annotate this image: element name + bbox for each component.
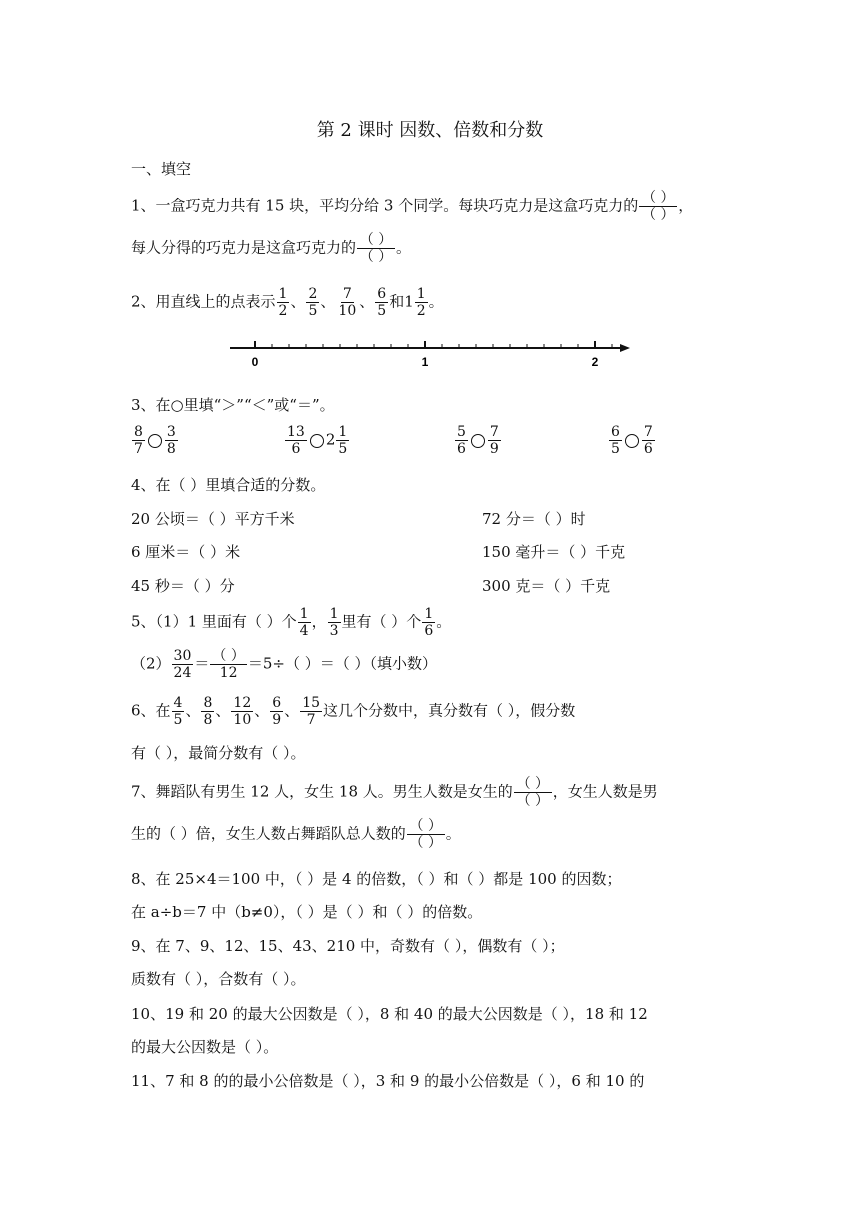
question-text: （2）	[131, 654, 171, 673]
denominator: 2	[278, 303, 288, 319]
question-6-line-1	[131, 695, 575, 728]
denominator: 8	[203, 712, 213, 728]
numerator-blank[interactable]: （ ）	[639, 190, 677, 207]
conversion-item[interactable]: 20 公顷＝（ ）平方千米	[131, 510, 295, 528]
fraction	[375, 286, 388, 319]
question-5-part-2	[131, 648, 437, 681]
section-heading: 一、填空	[131, 160, 192, 178]
fraction	[642, 424, 655, 457]
answer-fraction-blank[interactable]	[357, 232, 395, 265]
fraction	[609, 424, 622, 457]
question-text: 1、一盒巧克力共有 15 块，平均分给 3 个同学。每块巧克力是这盒巧克力的	[131, 196, 639, 215]
denominator: 7	[134, 441, 143, 457]
equals-sign: ＝	[194, 654, 210, 673]
denominator-blank[interactable]: （ ）	[359, 249, 393, 265]
fraction	[336, 286, 358, 319]
separator: 、	[284, 701, 300, 720]
fraction	[285, 424, 307, 457]
fraction	[132, 424, 145, 457]
question-9-line-1[interactable]: 9、在 7、9、12、15、43、210 中，奇数有（ ），偶数有（ ）；	[131, 937, 565, 955]
question-6-line-2[interactable]: 有（ ），最简分数有（ ）。	[131, 744, 306, 762]
question-3: 3、在○里填“＞”“＜”或“＝”。	[131, 396, 335, 414]
fraction	[415, 286, 428, 319]
denominator-blank[interactable]: （ ）	[516, 793, 550, 809]
numerator: 5	[457, 424, 466, 440]
conversion-item[interactable]: 6 厘米＝（ ）米	[131, 543, 241, 561]
numerator: 1	[424, 606, 434, 622]
numerator-blank[interactable]: （ ）	[514, 776, 552, 793]
denominator: 12	[219, 665, 238, 681]
fraction	[231, 695, 253, 728]
question-10-line-2[interactable]: 的最大公因数是（ ）。	[131, 1038, 279, 1056]
numerator: 1	[278, 286, 288, 302]
fraction	[172, 648, 194, 681]
denominator: 5	[338, 441, 348, 457]
numerator: 2	[308, 286, 318, 302]
denominator: 7	[306, 712, 316, 728]
fraction	[172, 695, 185, 728]
question-1-line-2	[131, 232, 411, 265]
question-text: 2、用直线上的点表示	[131, 292, 276, 311]
fraction	[300, 695, 322, 728]
separator: 、	[359, 292, 375, 311]
compare-item-4	[608, 424, 656, 457]
question-9-line-2[interactable]: 质数有（ ），合数有（ ）。	[131, 970, 306, 988]
denominator: 24	[173, 665, 192, 681]
denominator: 5	[611, 441, 620, 457]
axis-label-2: 2	[591, 355, 599, 369]
denominator: 6	[457, 441, 466, 457]
numerator: 6	[272, 695, 282, 711]
separator: 、	[290, 292, 306, 311]
denominator: 5	[308, 303, 318, 319]
question-7-line-2	[131, 818, 461, 851]
question-text: ，女生人数是男	[552, 782, 658, 801]
numerator: 30	[173, 648, 192, 664]
denominator: 9	[272, 712, 282, 728]
question-text: 7、舞蹈队有男生 12 人，女生 18 人。男生人数是女生的	[131, 782, 513, 801]
answer-fraction-blank[interactable]	[407, 818, 445, 851]
axis-label-1: 1	[421, 355, 429, 369]
numerator: 7	[643, 424, 653, 440]
numerator: 1	[416, 286, 426, 302]
whole-part: 1	[404, 292, 414, 311]
tick-group	[255, 341, 612, 348]
numerator-blank[interactable]: （ ）	[212, 648, 245, 664]
question-8-line-1[interactable]: 8、在 25×4＝100 中，（ ）是 4 的倍数，（ ）和（ ）都是 100 的因数；	[131, 870, 622, 888]
question-8-line-2[interactable]: 在 a÷b＝7 中（b≠0），（ ）是（ ）和（ ）的倍数。	[131, 903, 483, 921]
punctuation: ，	[678, 196, 694, 215]
numerator: 1	[338, 424, 348, 440]
denominator-blank[interactable]: （ ）	[409, 835, 442, 851]
separator: 、	[254, 701, 270, 720]
compare-circle[interactable]	[310, 434, 324, 448]
denominator: 5	[377, 303, 387, 319]
denominator: 10	[338, 303, 357, 319]
fraction	[270, 695, 283, 728]
conversion-item[interactable]: 300 克＝（ ）千克	[482, 577, 611, 595]
answer-fraction-blank[interactable]	[210, 648, 246, 681]
fraction	[201, 695, 214, 728]
fraction	[298, 606, 311, 639]
numerator: 3	[166, 424, 176, 440]
axis-label-0: 0	[251, 355, 259, 369]
question-text: 6、在	[131, 701, 171, 720]
conversion-item[interactable]: 45 秒＝（ ）分	[131, 577, 235, 595]
conversion-item[interactable]: 150 毫升＝（ ）千克	[482, 543, 626, 561]
numerator: 1	[299, 606, 309, 622]
compare-item-1	[131, 424, 179, 457]
page-title: 第 2 课时 因数、倍数和分数	[316, 120, 544, 141]
question-4: 4、在（ ）里填合适的分数。	[131, 476, 326, 494]
answer-fraction-blank[interactable]	[639, 190, 677, 223]
compare-circle[interactable]	[148, 434, 162, 448]
denominator-blank[interactable]: （ ）	[642, 207, 675, 223]
denominator: 4	[299, 623, 309, 639]
denominator: 9	[489, 441, 499, 457]
question-text[interactable]: 生的（ ）倍，女生人数占舞蹈队总人数的	[131, 824, 406, 843]
conversion-item[interactable]: 72 分＝（ ）时	[482, 510, 586, 528]
numerator: 8	[134, 424, 143, 440]
punctuation: 。	[428, 292, 444, 311]
numerator: 8	[203, 695, 213, 711]
question-text: 里有（ ）个	[341, 612, 422, 631]
fraction	[455, 424, 468, 457]
question-7-line-1	[131, 776, 658, 809]
question-11-line-1[interactable]: 11、7 和 8 的的最小公倍数是（ ），3 和 9 的最小公倍数是（ ），6 和 10 的	[131, 1072, 645, 1090]
question-10-line-1[interactable]: 10、19 和 20 的最大公因数是（ ），8 和 40 的最大公因数是（ ），18 和 12	[131, 1005, 648, 1023]
numerator: 7	[342, 286, 352, 302]
whole-part: 2	[325, 430, 336, 449]
numerator-blank[interactable]: （ ）	[357, 232, 395, 249]
denominator: 3	[329, 623, 339, 639]
fraction	[277, 286, 290, 319]
denominator: 10	[233, 712, 252, 728]
punctuation: ，	[311, 612, 327, 631]
number-line[interactable]	[220, 332, 640, 372]
question-1-line-1	[131, 190, 693, 223]
connector: 和	[389, 292, 405, 311]
question-5-part-1	[131, 606, 451, 639]
denominator: 6	[643, 441, 653, 457]
denominator: 6	[424, 623, 434, 639]
numerator-blank[interactable]: （ ）	[407, 818, 445, 835]
numerator: 1	[329, 606, 339, 622]
fraction	[165, 424, 178, 457]
denominator: 5	[173, 712, 183, 728]
question-text: 每人分得的巧克力是这盒巧克力的	[131, 238, 357, 257]
separator: 、	[185, 701, 201, 720]
numerator: 13	[287, 424, 305, 440]
punctuation: 。	[436, 612, 452, 631]
numerator: 15	[302, 695, 321, 711]
compare-item-3	[454, 424, 502, 457]
denominator: 8	[166, 441, 176, 457]
question-text: ＝5÷（ ）＝（ ）（填小数）	[247, 654, 437, 673]
fraction	[422, 606, 435, 639]
compare-item-2	[284, 424, 350, 457]
fraction	[488, 424, 501, 457]
arrow-head-icon	[620, 344, 630, 352]
numerator: 7	[489, 424, 499, 440]
numerator: 6	[377, 286, 387, 302]
question-2	[131, 286, 444, 319]
numerator: 4	[173, 695, 183, 711]
fraction	[306, 286, 319, 319]
denominator: 6	[291, 441, 301, 457]
punctuation: 。	[445, 824, 461, 843]
separator: 、	[320, 292, 336, 311]
question-text[interactable]: 这几个分数中，真分数有（ ），假分数	[323, 701, 576, 720]
numerator: 12	[233, 695, 252, 711]
separator: 、	[215, 701, 231, 720]
numerator: 6	[611, 424, 620, 440]
fraction	[336, 424, 349, 457]
punctuation: 。	[396, 238, 412, 257]
compare-circle[interactable]	[625, 434, 639, 448]
question-text: 5、（1）1 里面有（ ）个	[131, 612, 297, 631]
compare-circle[interactable]	[471, 434, 485, 448]
fraction	[328, 606, 341, 639]
denominator: 2	[416, 303, 426, 319]
answer-fraction-blank[interactable]	[514, 776, 552, 809]
